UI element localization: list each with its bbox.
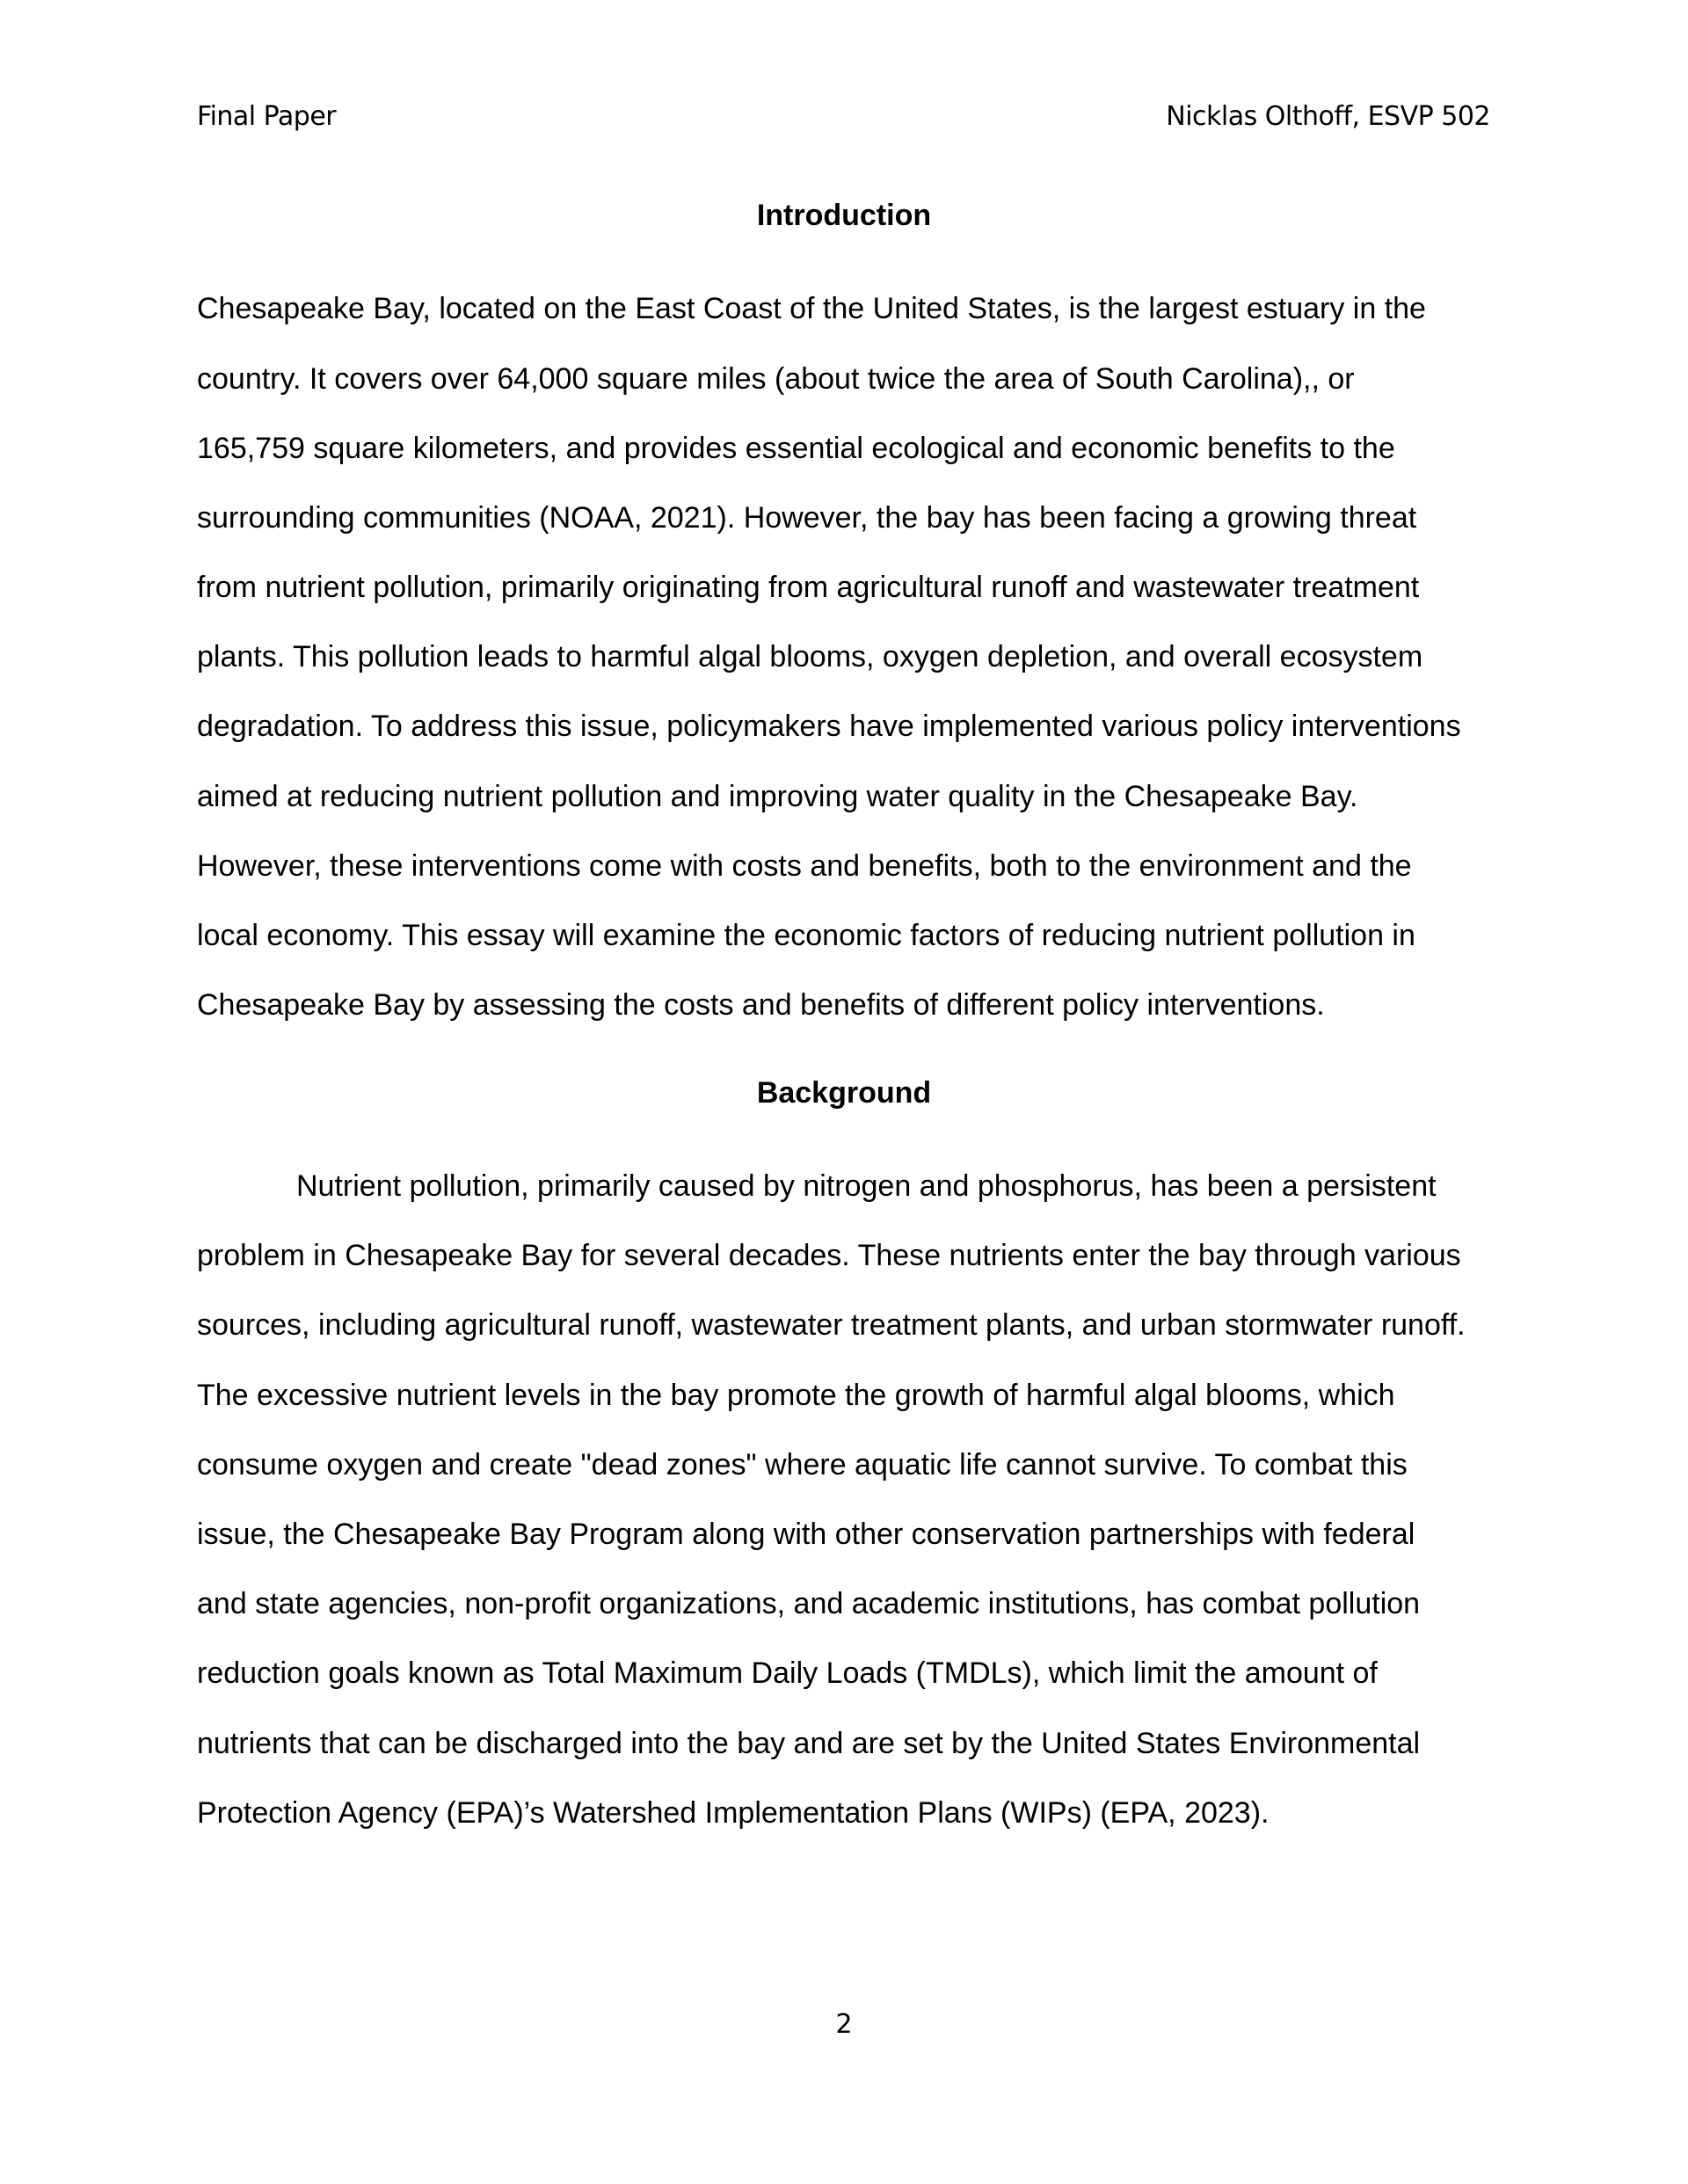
paragraph-line: 165,759 square kilometers, and provides essential ecological and economic benefits to the [197, 432, 1395, 465]
paragraph-line: plants. This pollution leads to harmful algal blooms, oxygen depletion, and overall ecosystem [197, 640, 1423, 673]
paragraph-line: surrounding communities (NOAA, 2021). However, the bay has been facing a growing threat [197, 501, 1417, 535]
page-number: 2 [835, 2009, 853, 2040]
section-heading-introduction: Introduction [756, 199, 932, 232]
paragraph-line: Nutrient pollution, primarily caused by nitrogen and phosphorus, has been a persistent [296, 1169, 1437, 1203]
paragraph-line: consume oxygen and create "dead zones" where aquatic life cannot survive. To combat this [197, 1448, 1408, 1481]
paragraph-line: Chesapeake Bay by assessing the costs and benefits of different policy interventions. [197, 988, 1325, 1022]
paragraph-line: nutrients that can be discharged into the bay and are set by the United States Environmental [197, 1727, 1421, 1760]
paragraph-line: However, these interventions come with costs and benefits, both to the environment and the [197, 849, 1412, 883]
running-header-title: Final Paper [197, 101, 337, 132]
paragraph-line: and state agencies, non-profit organizations, and academic institutions, has combat pollution [197, 1587, 1421, 1620]
paragraph-line: problem in Chesapeake Bay for several decades. These nutrients enter the bay through various [197, 1239, 1461, 1272]
paragraph-line: Protection Agency (EPA)’s Watershed Implementation Plans (WIPs) (EPA, 2023). [197, 1796, 1270, 1830]
paragraph-line: degradation. To address this issue, policymakers have implemented various policy interventions [197, 710, 1461, 743]
paragraph-line: aimed at reducing nutrient pollution and improving water quality in the Chesapeake Bay. [197, 780, 1358, 813]
paragraph-line: from nutrient pollution, primarily originating from agricultural runoff and wastewater treatment [197, 571, 1420, 604]
paragraph-line: country. It covers over 64,000 square miles (about twice the area of South Carolina),, or [197, 362, 1355, 396]
paragraph-line: local economy. This essay will examine the economic factors of reducing nutrient pollution in [197, 919, 1415, 952]
paragraph-line: The excessive nutrient levels in the bay promote the growth of harmful algal blooms, which [197, 1379, 1395, 1412]
paragraph-line: Chesapeake Bay, located on the East Coast of the United States, is the largest estuary in the [197, 292, 1426, 325]
paragraph-line: issue, the Chesapeake Bay Program along with other conservation partnerships with federal [197, 1518, 1415, 1551]
paragraph-line: sources, including agricultural runoff, wastewater treatment plants, and urban stormwater runoff. [197, 1308, 1466, 1342]
section-heading-background: Background [756, 1076, 932, 1110]
running-header-author: Nicklas Olthoff, ESVP 502 [1166, 101, 1490, 132]
paragraph-line: reduction goals known as Total Maximum Daily Loads (TMDLs), which limit the amount of [197, 1656, 1378, 1690]
